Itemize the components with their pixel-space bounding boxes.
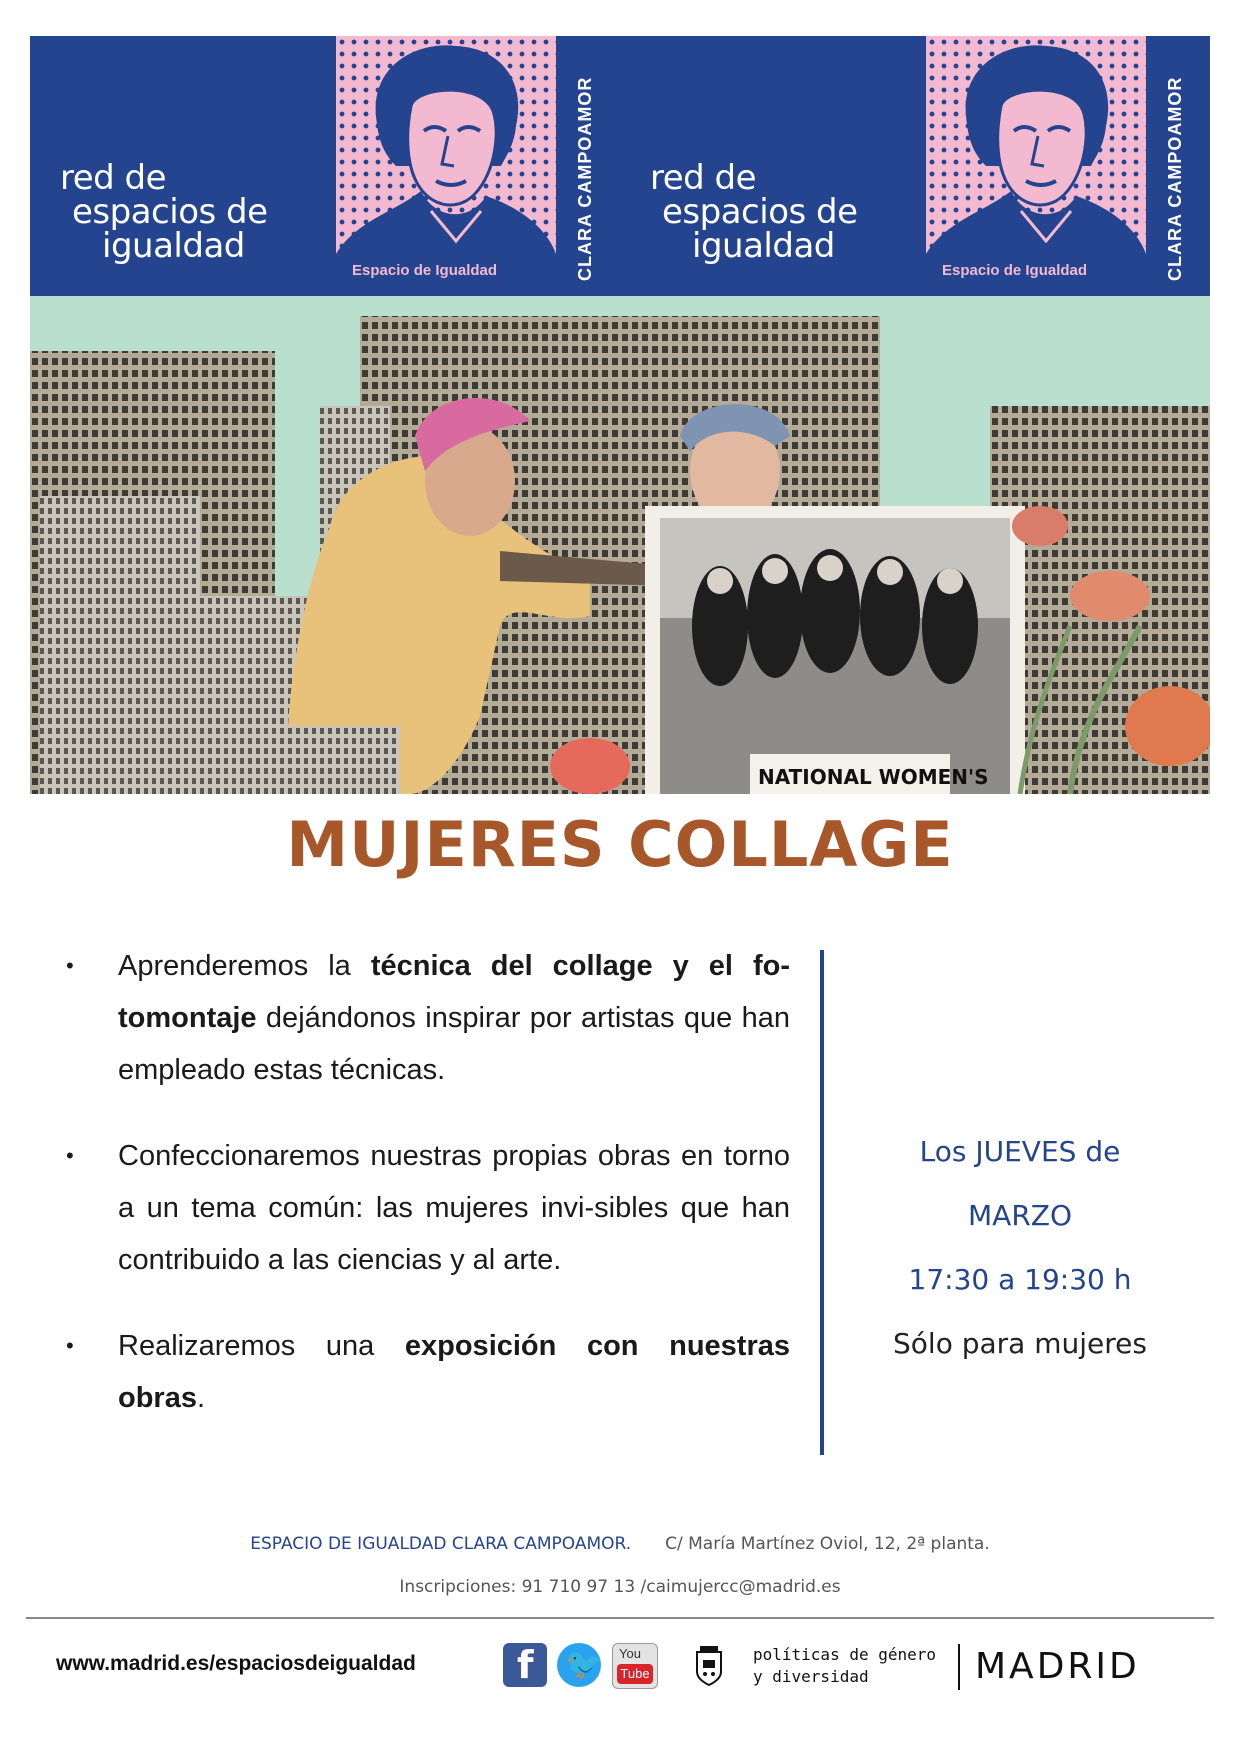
logo-line-2: espacios de bbox=[662, 192, 858, 232]
politicas-line-1: políticas de género bbox=[753, 1645, 937, 1664]
politicas-line-2: y diversidad bbox=[753, 1667, 869, 1686]
youtube-you-text: You bbox=[619, 1646, 641, 1661]
website-link[interactable]: www.madrid.es/espaciosdeigualdad bbox=[56, 1652, 416, 1675]
street-address: C/ María Martínez Oviol, 12, 2ª planta. bbox=[665, 1534, 990, 1554]
banner-right bbox=[620, 36, 1210, 296]
twitter-icon[interactable]: 🐦 bbox=[557, 1643, 601, 1687]
text: Aprenderemos la bbox=[118, 950, 371, 982]
collage-image bbox=[30, 296, 1210, 794]
clara-campoamor-portrait bbox=[336, 36, 556, 254]
espacio-label: Espacio de Igualdad bbox=[352, 262, 498, 279]
bullet-dot: • bbox=[66, 1333, 74, 1358]
schedule-month: MARZO bbox=[968, 1199, 1072, 1232]
list-item bbox=[60, 1320, 790, 1424]
registration-contact: Inscripciones: 91 710 97 13 /caimujercc@madrid.es bbox=[399, 1577, 841, 1597]
text: Realizaremos una bbox=[118, 1330, 405, 1362]
red-espacios-logo bbox=[60, 158, 268, 266]
list-item bbox=[60, 940, 790, 1096]
page-title: MUJERES COLLAGE bbox=[286, 808, 954, 881]
facebook-icon[interactable]: f bbox=[503, 1643, 547, 1687]
bullet-dot: • bbox=[66, 1143, 74, 1168]
logo-separator bbox=[958, 1644, 960, 1690]
logo-line-1: red de bbox=[60, 158, 167, 198]
youtube-tube-text: Tube bbox=[617, 1664, 653, 1684]
schedule-time: 17:30 a 19:30 h bbox=[908, 1263, 1132, 1296]
bullet-dot: • bbox=[66, 953, 74, 978]
banner-left bbox=[30, 36, 620, 296]
audience-note: Sólo para mujeres bbox=[893, 1327, 1147, 1360]
logo-line-3: igualdad bbox=[692, 226, 835, 266]
schedule-info bbox=[850, 1120, 1190, 1376]
madrid-crest-icon bbox=[694, 1646, 724, 1686]
venue-address bbox=[0, 1534, 1240, 1554]
header-banner bbox=[30, 36, 1210, 296]
vertical-name-label: CLARA CAMPOAMOR bbox=[1165, 76, 1185, 281]
sign-text: NATIONAL WOMEN'S bbox=[758, 765, 989, 789]
text: Confeccionaremos nuestras propias obras en torno a un tema común: las mujeres invi-sibles que han contribuido a las ciencias y al arte. bbox=[118, 1140, 790, 1276]
politicas-genero-logo bbox=[753, 1644, 936, 1688]
espacio-label: Espacio de Igualdad bbox=[942, 262, 1088, 279]
schedule-day: Los JUEVES de bbox=[919, 1135, 1121, 1168]
text: dejándonos inspirar por artistas que han empleado estas técnicas. bbox=[118, 1002, 790, 1086]
text: . bbox=[196, 1382, 206, 1414]
bold-text: exposición con nuestras obras bbox=[118, 1330, 790, 1414]
youtube-icon[interactable] bbox=[612, 1643, 658, 1689]
activity-list bbox=[60, 940, 790, 1458]
red-espacios-logo bbox=[650, 158, 858, 266]
clara-campoamor-portrait bbox=[926, 36, 1146, 254]
madrid-logo: MADRID bbox=[975, 1646, 1140, 1687]
logo-line-3: igualdad bbox=[102, 226, 245, 266]
bold-text: técnica del collage y el fo-tomontaje bbox=[118, 950, 790, 1034]
venue-name: ESPACIO DE IGUALDAD CLARA CAMPOAMOR. bbox=[250, 1534, 632, 1554]
list-item bbox=[60, 1130, 790, 1286]
logo-line-1: red de bbox=[650, 158, 757, 198]
logo-line-2: espacios de bbox=[72, 192, 268, 232]
vertical-name-label: CLARA CAMPOAMOR bbox=[575, 76, 595, 281]
vertical-divider bbox=[820, 950, 824, 1455]
footer-divider bbox=[26, 1617, 1214, 1619]
